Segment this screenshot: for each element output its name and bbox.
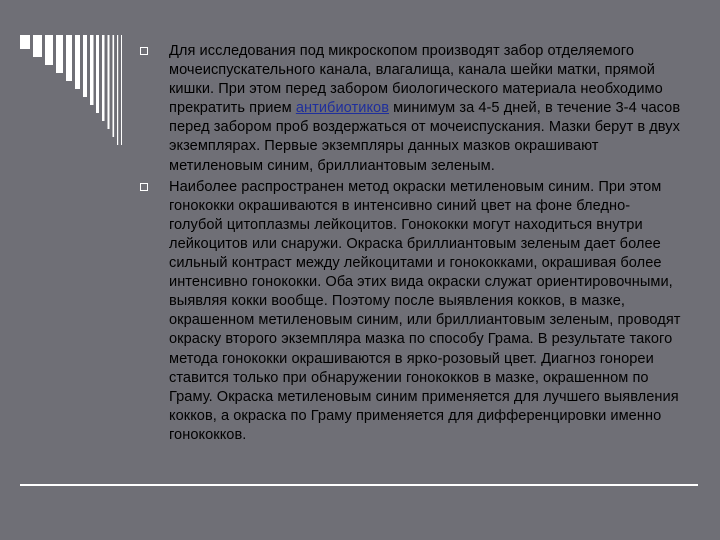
stripe-13 bbox=[117, 35, 118, 145]
stripe-6 bbox=[75, 35, 80, 89]
bullet-text-1-after: минимум за 4-5 дней, в течение 3-4 часов перед забором проб воздержаться от мочеиспускания. Мазки берут в двух экземплярах. Первые экземпляры данных мазков окрашивают метиленовым синим, бриллиантовым зеленым. bbox=[169, 100, 681, 174]
stripe-12 bbox=[113, 35, 115, 137]
bullet-item-1 bbox=[138, 42, 683, 176]
bullet-item-2 bbox=[138, 178, 683, 445]
bullet-text-1-before: Для исследования под микроскопом производят забор отделяемого мочеиспускательного канала, влагалища, канала шейки матки, прямой кишки. При этом перед забором биологического материала необходимо прекратить прием bbox=[169, 43, 663, 117]
stripe-1 bbox=[20, 35, 30, 49]
stripe-4 bbox=[56, 35, 63, 73]
stripe-9 bbox=[96, 35, 99, 113]
bottom-divider bbox=[20, 484, 698, 486]
stripe-11 bbox=[108, 35, 110, 129]
slide-content bbox=[138, 42, 683, 447]
square-bullet-icon bbox=[140, 183, 148, 191]
stripe-7 bbox=[83, 35, 87, 97]
square-bullet-icon bbox=[140, 47, 148, 55]
stripe-3 bbox=[45, 35, 53, 65]
bullet-text-1 bbox=[169, 42, 683, 176]
bullet-text-2: Наиболее распространен метод окраски метиленовым синим. При этом гонококки окрашиваются в интенсивно синий цвет на фоне бледно-голубой цитоплазмы лейкоцитов. Гонококки могут находиться внутри лейкоцитов или снаружи. Окраска бриллиантовым зеленым дает более сильный контраст между лейкоцитами и гонококками, окрашивая более интенсивно гонококки. Оба этих вида окраски служат ориентировочными, выявляя кокки вообще. Поэтому после выявления кокков, в мазке, окрашенном метиленовым синим, или бриллиантовым зеленым, проводят окраску второго экземпляра мазка по способу Грама. В результате такого метода гонококки окрашиваются в ярко-розовый цвет. Диагноз гонореи ставится только при обнаружении гонококков в мазке, окрашенном по Граму. Окраска метиленовым синим применяется для лучшего выявления кокков, а окраска по Граму применяется для дифференцировки именно гонококков. bbox=[169, 178, 681, 443]
stripe-14 bbox=[121, 35, 122, 145]
stripe-5 bbox=[66, 35, 72, 81]
stripe-10 bbox=[102, 35, 105, 121]
antibiotics-link[interactable]: антибиотиков bbox=[295, 100, 390, 117]
stripe-2 bbox=[33, 35, 42, 57]
stripe-8 bbox=[90, 35, 94, 105]
